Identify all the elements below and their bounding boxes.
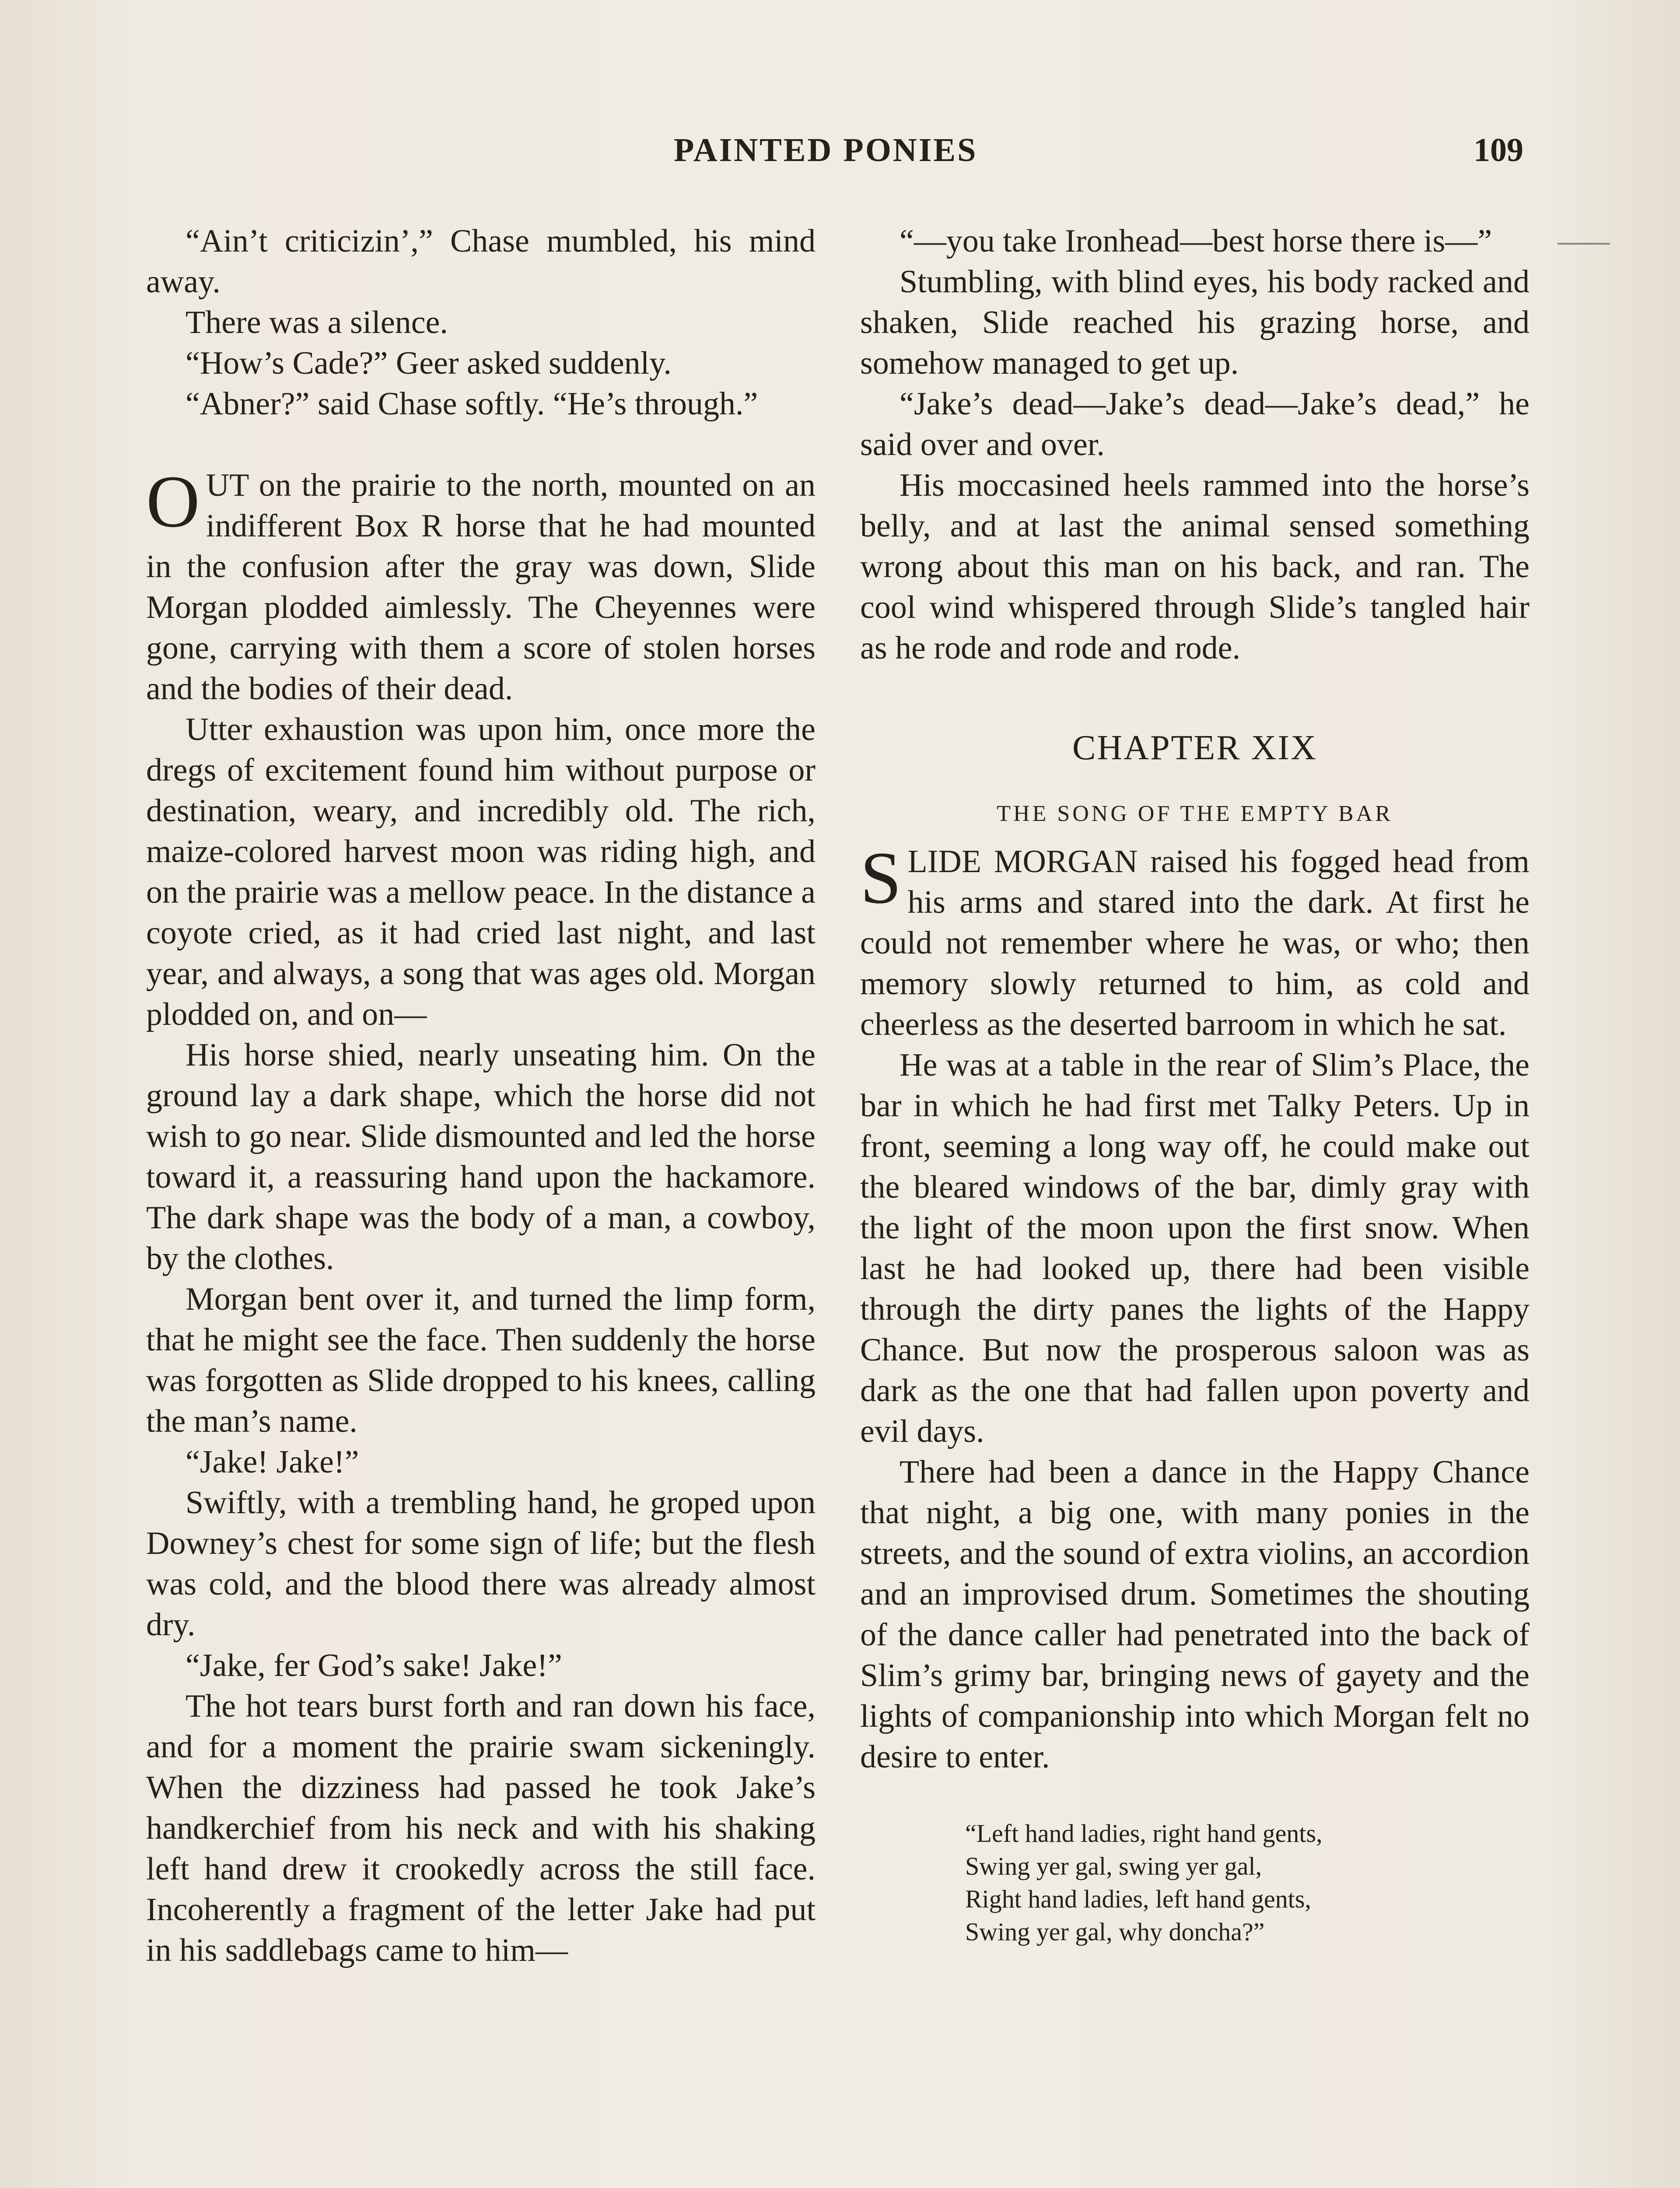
paragraph-continued: mounted on an indifferent Box R horse that he had mounted in the confusion after the gray was down, Slide Morgan plodded aimlessly. The Cheyennes were gone, carrying with them a score of stolen horses and the bodies of their dead. <box>146 467 816 707</box>
verse-line: Right hand ladies, left hand gents, <box>965 1885 1311 1913</box>
paragraph: “How’s Cade?” Geer asked suddenly. <box>186 345 672 381</box>
running-title: PAINTED PONIES <box>674 132 978 168</box>
drop-cap: S <box>860 837 902 919</box>
paragraph: Stumbling, with blind eyes, his body racked and shaken, Slide reached his grazing horse, and somehow managed to get up. <box>860 264 1530 381</box>
paragraph: “Jake! Jake!” <box>186 1444 359 1480</box>
paragraph: “—you take Ironhead—best horse there is—” <box>900 223 1492 259</box>
chapter-opening-paragraph <box>860 837 1530 1045</box>
page-number: 109 <box>1474 132 1523 168</box>
verse-line: Swing yer gal, why doncha?” <box>965 1918 1265 1946</box>
chapter-title: CHAPTER XIX <box>1072 729 1317 767</box>
paragraph: The hot tears burst forth and ran down his face, and for a moment the prairie swam sickeningly. When the dizziness had passed he took Jake’s handkerchief from his neck and with his shaking left hand drew it crookedly across the still face. Incoherently a fragment of the letter Jake had put in his saddlebags came to him— <box>146 1688 816 1968</box>
margin-pencil-mark <box>1558 243 1610 245</box>
chapter-subtitle: THE SONG OF THE EMPTY BAR <box>997 801 1393 826</box>
song-verse <box>965 1817 1530 1948</box>
paragraph: “Ain’t criticizin’,” Chase mumbled, his mind away. <box>146 223 816 300</box>
drop-cap: O <box>146 460 200 543</box>
verse-line: Swing yer gal, swing yer gal, <box>965 1852 1262 1880</box>
paragraph: There had been a dance in the Happy Chance that night, a big one, with many ponies in the streets, and the sound of extra violins, an accordion and an improvised drum. Sometimes the shouting of the dance caller had penetrated into the back of Slim’s grimy bar, bringing news of gayety and the lights of companionship into which Morgan felt no desire to enter. <box>860 1454 1530 1775</box>
paragraph: Swiftly, with a trembling hand, he groped upon Downey’s chest for some sign of life; but the flesh was cold, and the blood there was already almost dry. <box>146 1485 816 1643</box>
paragraph: “Abner?” said Chase softly. “He’s through.” <box>186 386 758 422</box>
left-column <box>146 221 816 1971</box>
drop-cap-text: LIDE MORGAN raised his fogged head from his arms and stared into the dark. At first he could not remember where he was, or who; then memory slowly returned to him, as cold and cheerless as the deserted barroom in which he sat. <box>860 844 1530 1042</box>
paragraph: His moccasined heels rammed into the horse’s belly, and at last the animal sensed something wrong about this man on his back, and ran. The cool wind whispered through Slide’s tangled hair as he rode and rode and rode. <box>860 467 1530 666</box>
paragraph: Morgan bent over it, and turned the limp form, that he might see the face. Then suddenly the horse was forgotten as Slide dropped to his knees, calling the man’s name. <box>146 1281 816 1439</box>
section-opening-paragraph <box>146 460 816 709</box>
verse-line: “Left hand ladies, right hand gents, <box>965 1819 1323 1848</box>
right-column <box>860 221 1530 1948</box>
paragraph: “Jake’s dead—Jake’s dead—Jake’s dead,” he said over and over. <box>860 386 1530 463</box>
paragraph: “Jake, fer God’s sake! Jake!” <box>186 1648 562 1683</box>
paragraph: Utter exhaustion was upon him, once more the dregs of excitement found him without purpose or destination, weary, and incredibly old. The rich, maize-colored harvest moon was riding high, and on the prairie was a mellow peace. In the distance a coyote cried, as it had cried last night, and last year, and always, a song that was ages old. Morgan plodded on, and on— <box>146 712 816 1032</box>
paragraph: His horse shied, nearly unseating him. On the ground lay a dark shape, which the horse did not wish to go near. Slide dismounted and led the horse toward it, a reassuring hand upon the hackamore. The dark shape was the body of a man, a cowboy, by the clothes. <box>146 1037 816 1276</box>
paragraph: There was a silence. <box>186 305 448 340</box>
page-header <box>0 131 1680 179</box>
paragraph: He was at a table in the rear of Slim’s Place, the bar in which he had first met Talky Peters. Up in front, seeming a long way off, he could make out the bleared windows of the bar, dimly gray with the light of the moon upon the first snow. When last he had looked up, there had been visible through the dirty panes the lights of the Happy Chance. But now the prosperous saloon was as dark as the one that had fallen upon poverty and evil days. <box>860 1047 1530 1449</box>
drop-cap-line: UT on the prairie to the north, <box>206 467 609 503</box>
